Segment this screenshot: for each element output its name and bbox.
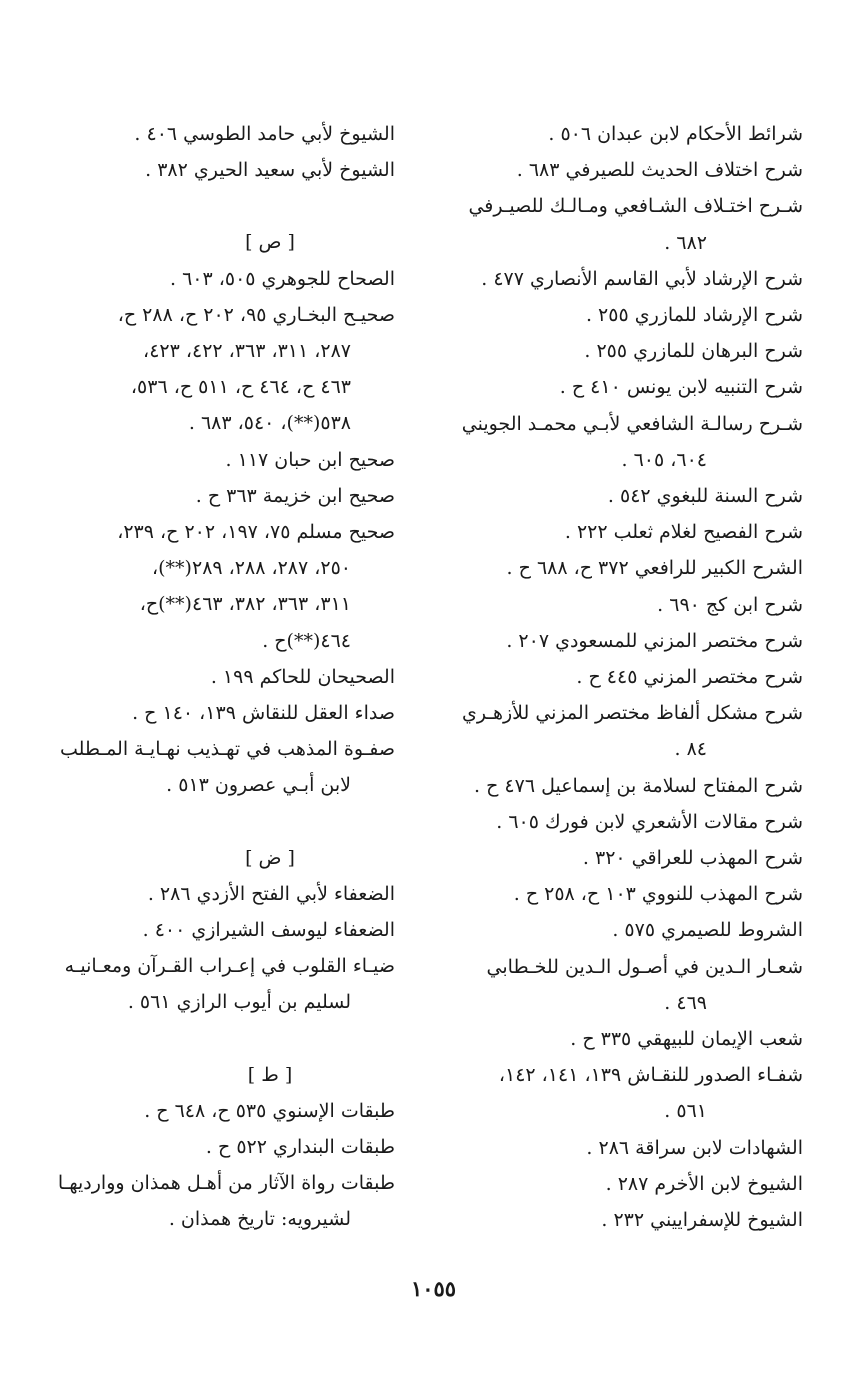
- entry-title: الشيوخ لأبي حامد الطوسي ٤٠٦ .: [134, 123, 395, 145]
- entry-title: صحيـح البخـاري ٩٥، ٢٠٢ ح، ٢٨٨ ح،: [117, 303, 395, 326]
- index-entry: [451, 1166, 803, 1202]
- index-entry: [43, 659, 395, 695]
- index-entry: [43, 731, 395, 803]
- entry-title: شعـار الـدين في أصـول الـدين للخـطابي: [486, 955, 803, 978]
- section-letter-heading: [ ط ]: [247, 1063, 293, 1086]
- index-entry: [43, 116, 395, 152]
- entry-title: صحيح ابن خزيمة ٣٦٣ ح .: [195, 484, 395, 507]
- entry-page-refs: ٦٠٤، ٦٠٥ .: [621, 448, 707, 471]
- entry-title: الشرح الكبير للرافعي ٣٧٢ ح، ٦٨٨ ح .: [506, 557, 803, 580]
- entry-continuation: ٤٦٤(**)ح .: [262, 629, 351, 652]
- entry-title: الشيوخ لابن الأخرم ٢٨٧ .: [605, 1172, 803, 1195]
- index-entry: [43, 876, 395, 912]
- index-entry: [43, 1093, 395, 1129]
- index-entry: [451, 369, 803, 405]
- index-column-left: [43, 116, 395, 1238]
- index-entry: [451, 695, 803, 767]
- entry-title: طبقات البنداري ٥٢٢ ح .: [205, 1136, 395, 1159]
- entry-title: صفـوة المذهب في تهـذيب نهـايـة المـطلب: [59, 738, 395, 761]
- index-entry: [451, 623, 803, 659]
- entry-title: شرح مشكل ألفاظ مختصر المزني للأزهـري: [462, 702, 803, 725]
- index-entry: [451, 152, 803, 188]
- index-entry: [451, 1130, 803, 1166]
- index-column-right: [451, 116, 803, 1238]
- entry-title: شرح مختصر المزني ٤٤٥ ح .: [576, 666, 803, 689]
- index-entry: [451, 261, 803, 297]
- entry-title: شـرح رسالـة الشافعي لأبـي محمـد الجويني: [461, 412, 803, 435]
- index-entry: [43, 912, 395, 948]
- entry-title: صحيح ابن حبان ١١٧ .: [225, 448, 395, 471]
- entry-title: الضعفاء لأبي الفتح الأزدي ٢٨٦ .: [147, 882, 395, 905]
- index-entry: [451, 768, 803, 804]
- index-entry: [451, 912, 803, 948]
- entry-title: شرح الإرشاد لأبي القاسم الأنصاري ٤٧٧ .: [481, 267, 803, 290]
- index-entry: [43, 152, 395, 188]
- index-entry: [451, 1057, 803, 1129]
- entry-title: شـرح اختـلاف الشـافعي ومـالـك للصيـرفي: [468, 195, 803, 218]
- entry-page-refs: ٨٤ .: [674, 738, 707, 761]
- entry-title: شفـاء الصدور للنقـاش ١٣٩، ١٤١، ١٤٢،: [498, 1064, 803, 1087]
- entry-title: صداء العقل للنقاش ١٣٩، ١٤٠ ح .: [132, 702, 395, 725]
- index-entry: [451, 1202, 803, 1238]
- entry-title: الشهادات لابن سراقة ٢٨٦ .: [586, 1136, 803, 1159]
- index-entry: [451, 550, 803, 586]
- index-entry: [43, 1165, 395, 1237]
- entry-title: الشروط للصيمري ٥٧٥ .: [612, 919, 803, 942]
- index-entry: [43, 1129, 395, 1165]
- index-entry: [451, 1021, 803, 1057]
- index-entry: [451, 949, 803, 1021]
- entry-continuation: لشيرويه: تاريخ همذان .: [168, 1208, 351, 1231]
- entry-continuation: ٥٣٨(**)، ٥٤٠، ٦٨٣ .: [188, 412, 351, 435]
- entry-continuation: ٣١١، ٣٦٣، ٣٨٢، ٤٦٣(**)ح،: [139, 593, 351, 616]
- entry-page-refs: ٥٦١ .: [664, 1100, 707, 1123]
- index-entry: [451, 514, 803, 550]
- entry-continuation: ٢٥٠، ٢٨٧، ٢٨٨، ٢٨٩(**)،: [152, 557, 351, 580]
- entry-title: شرح مقالات الأشعري لابن فورك ٦٠٥ .: [496, 810, 803, 833]
- index-entry: [451, 804, 803, 840]
- entry-title: صحيح مسلم ٧٥، ١٩٧، ٢٠٢ ح، ٢٣٩،: [117, 521, 395, 544]
- section-letter-heading: [ ض ]: [245, 846, 295, 869]
- page-number: ١٠٥٥: [410, 1276, 457, 1301]
- entry-page-refs: ٤٦٩ .: [664, 991, 707, 1014]
- entry-continuation: ٢٨٧، ٣١١، ٣٦٣، ٤٢٢، ٤٢٣،: [143, 340, 351, 363]
- index-entry: [451, 188, 803, 260]
- entry-title: شرح التنبيه لابن يونس ٤١٠ ح .: [559, 376, 803, 399]
- index-entry: [451, 406, 803, 478]
- entry-title: شرح اختلاف الحديث للصيرفي ٦٨٣ .: [516, 159, 803, 182]
- entry-title: الصحيحان للحاكم ١٩٩ .: [210, 665, 395, 688]
- entry-continuation: ٤٦٣ ح، ٤٦٤ ح، ٥١١ ح، ٥٣٦،: [130, 376, 351, 399]
- index-entry: [43, 695, 395, 731]
- index-entry: [451, 333, 803, 369]
- section-gap: [43, 804, 395, 840]
- index-entry: [43, 261, 395, 297]
- entry-title: شرح مختصر المزني للمسعودي ٢٠٧ .: [506, 629, 803, 652]
- entry-title: الضعفاء ليوسف الشيرازي ٤٠٠ .: [142, 919, 395, 942]
- entry-title: ضيـاء القلوب في إعـراب القـرآن ومعـانيـه: [64, 955, 395, 978]
- entry-title: شرائط الأحكام لابن عبدان ٥٠٦ .: [548, 123, 803, 145]
- index-entry: [43, 514, 395, 659]
- section-gap: [43, 188, 395, 224]
- entry-page-refs: ٦٨٢ .: [664, 231, 707, 254]
- entry-title: شعب الإيمان للبيهقي ٣٣٥ ح .: [570, 1028, 803, 1051]
- index-entry: [451, 587, 803, 623]
- index-entry: [43, 478, 395, 514]
- entry-title: شرح المهذب للعراقي ٣٢٠ .: [582, 847, 803, 870]
- index-entry: [451, 876, 803, 912]
- entry-title: شرح المهذب للنووي ١٠٣ ح، ٢٥٨ ح .: [513, 883, 803, 906]
- entry-title: شرح المفتاح لسلامة بن إسماعيل ٤٧٦ ح .: [474, 774, 803, 797]
- index-entry: [451, 840, 803, 876]
- index-entry: [451, 478, 803, 514]
- section-letter-heading: [ ص ]: [245, 231, 295, 254]
- index-entry: [43, 442, 395, 478]
- entry-title: طبقات رواة الآثار من أهـل همذان وواردیهـا: [57, 1172, 395, 1195]
- index-entry: [43, 948, 395, 1020]
- index-entry: [451, 297, 803, 333]
- entry-title: الشيوخ لأبي سعيد الحيري ٣٨٢ .: [145, 159, 395, 182]
- entry-title: شرح الإرشاد للمازري ٢٥٥ .: [585, 304, 803, 327]
- entry-title: شرح السنة للبغوي ٥٤٢ .: [607, 485, 803, 508]
- entry-title: شرح الفصيح لغلام ثعلب ٢٢٢ .: [564, 521, 803, 544]
- index-entry: [43, 297, 395, 442]
- entry-title: الصحاح للجوهري ٥٠٥، ٦٠٣ .: [170, 267, 395, 290]
- entry-title: شرح ابن كج ٦٩٠ .: [657, 593, 803, 616]
- entry-continuation: لسليم بن أيوب الرازي ٥٦١ .: [127, 991, 351, 1014]
- index-entry: [451, 659, 803, 695]
- entry-continuation: لابن أبـي عصرون ٥١٣ .: [166, 774, 351, 797]
- entry-title: طبقات الإسنوي ٥٣٥ ح، ٦٤٨ ح .: [144, 1099, 395, 1122]
- index-entry: [451, 116, 803, 152]
- entry-title: شرح البرهان للمازري ٢٥٥ .: [584, 340, 803, 363]
- section-gap: [43, 1021, 395, 1057]
- entry-title: الشيوخ للإسفراييني ٢٣٢ .: [601, 1209, 803, 1232]
